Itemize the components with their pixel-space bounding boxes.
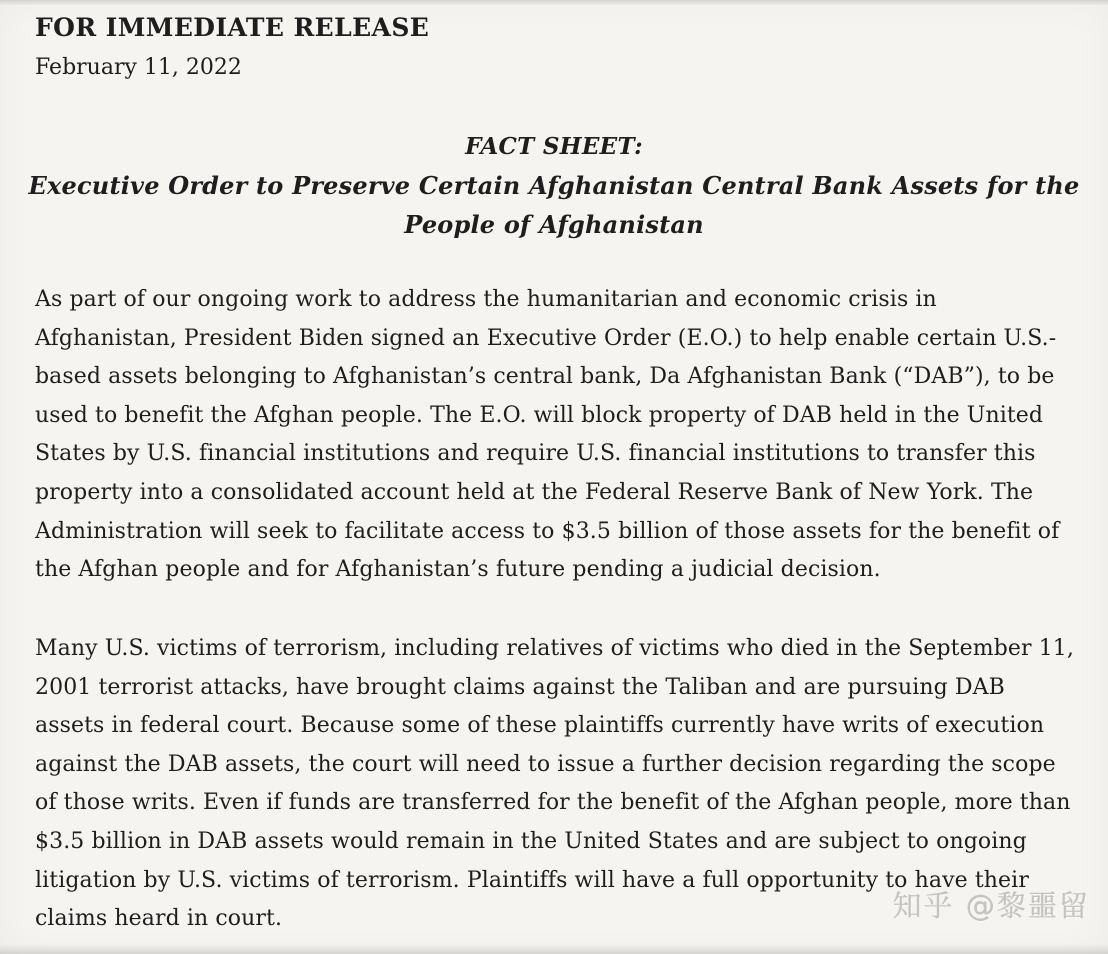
paragraph-1-line: As part of our ongoing work to address the humanitarian and economic crisis in [35,287,937,312]
paragraph-2-line: $3.5 billion in DAB assets would remain in the United States and are subject to ongoing [35,828,1027,854]
paragraph-2-line: claims heard in court. [35,906,283,932]
paragraph-2-line: of those writs. Even if funds are transferred for the benefit of the Afghan people, more than [35,790,1071,816]
paragraph-1-line: States by U.S. financial institutions and require U.S. financial institutions to transfer this [35,441,1036,467]
title-line-1: Executive Order to Preserve Certain Afghanistan Central Bank Assets for the [28,171,1080,200]
document-header [35,12,429,83]
paragraph-1-line: property into a consolidated account held at the Federal Reserve Bank of New York. The [35,479,1034,505]
release-heading: FOR IMMEDIATE RELEASE [35,13,430,42]
paragraph-1-line: used to benefit the Afghan people. The E.O. will block property of DAB held in the United [35,402,1044,428]
paragraph-1-line: the Afghan people and for Afghanistan’s future pending a judicial decision. [35,557,881,583]
paragraph-2-line: against the DAB assets, the court will need to issue a further decision regarding the scope [35,751,1056,777]
paragraph-2-line: Many U.S. victims of terrorism, including relatives of victims who died in the September 11, [35,636,1074,661]
title-line-2: People of Afghanistan [404,210,704,239]
paragraph-2-line: litigation by U.S. victims of terrorism. Plaintiffs will have a full opportunity to have their [35,867,1029,893]
release-date: February 11, 2022 [35,55,242,80]
paragraph-1-line: Afghanistan, President Biden signed an Executive Order (E.O.) to help enable certain U.S.- [35,325,1057,351]
title-kicker: FACT SHEET: [465,133,643,160]
document-title [0,127,1108,244]
paragraph-1-line: Administration will seek to facilitate access to $3.5 billion of those assets for the benefit of [35,518,1060,544]
paragraph-2-line: 2001 terrorist attacks, have brought claims against the Taliban and are pursuing DAB [35,674,1005,700]
paragraph-1 [35,281,1088,590]
zhihu-watermark: 知乎 @黎噩留 [892,889,1090,923]
paragraph-2-line: assets in federal court. Because some of these plaintiffs currently have writs of execution [35,713,1045,739]
paragraph-1-line: based assets belonging to Afghanistan’s central bank, Da Afghanistan Bank (“DAB”), to be [35,364,1055,390]
